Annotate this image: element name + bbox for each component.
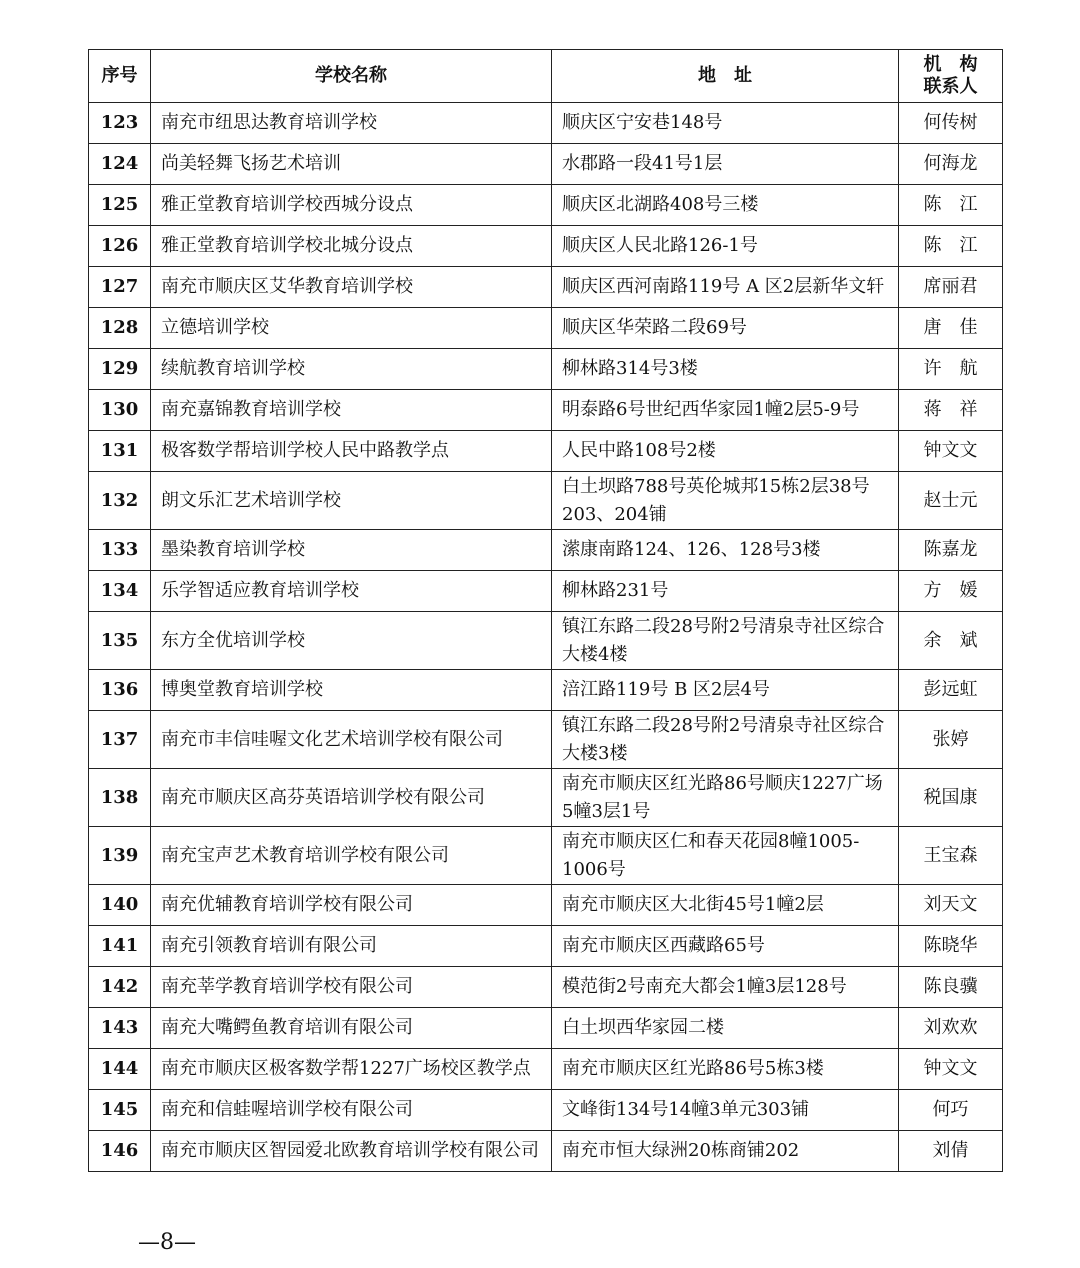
row-number: 131 <box>89 431 151 472</box>
table-row <box>89 967 1003 1008</box>
row-contact: 税国康 <box>899 769 1003 827</box>
table-row <box>89 1131 1003 1172</box>
row-school-name: 南充宝声艺术教育培训学校有限公司 <box>151 827 552 885</box>
row-school-name: 南充和信蛙喔培训学校有限公司 <box>151 1090 552 1131</box>
table-row <box>89 472 1003 530</box>
row-number: 128 <box>89 308 151 349</box>
row-contact: 陈嘉龙 <box>899 530 1003 571</box>
row-address: 顺庆区华荣路二段69号 <box>552 308 899 349</box>
row-number: 143 <box>89 1008 151 1049</box>
table-row <box>89 144 1003 185</box>
table-row <box>89 267 1003 308</box>
row-number: 125 <box>89 185 151 226</box>
table-row <box>89 530 1003 571</box>
row-school-name: 南充市顺庆区极客数学帮1227广场校区教学点 <box>151 1049 552 1090</box>
row-address: 顺庆区西河南路119号 A 区2层新华文轩 <box>552 267 899 308</box>
row-school-name: 雅正堂教育培训学校西城分设点 <box>151 185 552 226</box>
row-number: 126 <box>89 226 151 267</box>
row-number: 144 <box>89 1049 151 1090</box>
row-school-name: 南充大嘴鳄鱼教育培训有限公司 <box>151 1008 552 1049</box>
row-contact: 彭远虹 <box>899 670 1003 711</box>
row-contact: 王宝森 <box>899 827 1003 885</box>
row-school-name: 南充市顺庆区高芬英语培训学校有限公司 <box>151 769 552 827</box>
row-address: 模范街2号南充大都会1幢3层128号 <box>552 967 899 1008</box>
row-number: 134 <box>89 571 151 612</box>
row-contact: 钟文文 <box>899 431 1003 472</box>
row-address: 人民中路108号2楼 <box>552 431 899 472</box>
row-address: 镇江东路二段28号附2号清泉寺社区综合大楼4楼 <box>552 612 899 670</box>
row-school-name: 朗文乐汇艺术培训学校 <box>151 472 552 530</box>
row-school-name: 东方全优培训学校 <box>151 612 552 670</box>
table-row <box>89 1090 1003 1131</box>
row-contact: 刘倩 <box>899 1131 1003 1172</box>
row-school-name: 南充市丰信哇喔文化艺术培训学校有限公司 <box>151 711 552 769</box>
table-row <box>89 885 1003 926</box>
row-contact: 赵士元 <box>899 472 1003 530</box>
row-contact: 何传树 <box>899 103 1003 144</box>
row-address: 南充市顺庆区大北街45号1幢2层 <box>552 885 899 926</box>
row-school-name: 极客数学帮培训学校人民中路教学点 <box>151 431 552 472</box>
row-school-name: 博奥堂教育培训学校 <box>151 670 552 711</box>
row-address: 潆康南路124、126、128号3楼 <box>552 530 899 571</box>
table-row <box>89 769 1003 827</box>
row-address: 水郡路一段41号1层 <box>552 144 899 185</box>
table-row <box>89 571 1003 612</box>
row-contact: 唐 佳 <box>899 308 1003 349</box>
row-address: 柳林路231号 <box>552 571 899 612</box>
table-row <box>89 926 1003 967</box>
row-number: 124 <box>89 144 151 185</box>
row-number: 135 <box>89 612 151 670</box>
row-school-name: 雅正堂教育培训学校北城分设点 <box>151 226 552 267</box>
row-address: 明泰路6号世纪西华家园1幢2层5-9号 <box>552 390 899 431</box>
row-school-name: 续航教育培训学校 <box>151 349 552 390</box>
row-address: 文峰街134号14幢3单元303铺 <box>552 1090 899 1131</box>
row-number: 138 <box>89 769 151 827</box>
table-row <box>89 349 1003 390</box>
header-contact <box>899 50 1003 103</box>
row-contact: 许 航 <box>899 349 1003 390</box>
row-school-name: 南充嘉锦教育培训学校 <box>151 390 552 431</box>
row-contact: 陈晓华 <box>899 926 1003 967</box>
table-row <box>89 308 1003 349</box>
table-row <box>89 670 1003 711</box>
row-contact: 余 斌 <box>899 612 1003 670</box>
row-number: 132 <box>89 472 151 530</box>
table-row <box>89 827 1003 885</box>
row-number: 129 <box>89 349 151 390</box>
row-contact: 方 媛 <box>899 571 1003 612</box>
row-school-name: 乐学智适应教育培训学校 <box>151 571 552 612</box>
row-address: 顺庆区宁安巷148号 <box>552 103 899 144</box>
row-address: 南充市顺庆区红光路86号顺庆1227广场5幢3层1号 <box>552 769 899 827</box>
row-contact: 张婷 <box>899 711 1003 769</box>
row-number: 146 <box>89 1131 151 1172</box>
table-row <box>89 612 1003 670</box>
table-header-row <box>89 50 1003 103</box>
row-address: 南充市顺庆区仁和春天花园8幢1005-1006号 <box>552 827 899 885</box>
row-address: 顺庆区北湖路408号三楼 <box>552 185 899 226</box>
row-school-name: 南充市顺庆区艾华教育培训学校 <box>151 267 552 308</box>
row-number: 130 <box>89 390 151 431</box>
row-address: 南充市顺庆区西藏路65号 <box>552 926 899 967</box>
row-number: 139 <box>89 827 151 885</box>
row-address: 白土坝路788号英伦城邦15栋2层38号203、204铺 <box>552 472 899 530</box>
table-row <box>89 1008 1003 1049</box>
row-school-name: 南充市顺庆区智园爱北欧教育培训学校有限公司 <box>151 1131 552 1172</box>
row-address: 涪江路119号 B 区2层4号 <box>552 670 899 711</box>
row-contact: 何巧 <box>899 1090 1003 1131</box>
table-row <box>89 1049 1003 1090</box>
table-row <box>89 226 1003 267</box>
row-school-name: 南充引领教育培训有限公司 <box>151 926 552 967</box>
row-address: 顺庆区人民北路126-1号 <box>552 226 899 267</box>
row-school-name: 墨染教育培训学校 <box>151 530 552 571</box>
row-contact: 陈良骥 <box>899 967 1003 1008</box>
row-school-name: 南充市纽思达教育培训学校 <box>151 103 552 144</box>
table-row <box>89 431 1003 472</box>
page-number: —8— <box>138 1230 196 1255</box>
row-address: 南充市顺庆区红光路86号5栋3楼 <box>552 1049 899 1090</box>
row-number: 140 <box>89 885 151 926</box>
row-contact: 刘天文 <box>899 885 1003 926</box>
row-address: 白土坝西华家园二楼 <box>552 1008 899 1049</box>
row-address: 柳林路314号3楼 <box>552 349 899 390</box>
header-school-name: 学校名称 <box>151 50 552 103</box>
header-contact-line1: 机 构 <box>923 54 978 75</box>
table-row <box>89 103 1003 144</box>
row-number: 137 <box>89 711 151 769</box>
table-row <box>89 185 1003 226</box>
header-contact-line2: 联系人 <box>923 76 978 97</box>
row-number: 145 <box>89 1090 151 1131</box>
school-list-table <box>88 49 1003 1172</box>
row-address: 镇江东路二段28号附2号清泉寺社区综合大楼3楼 <box>552 711 899 769</box>
row-contact: 刘欢欢 <box>899 1008 1003 1049</box>
row-contact: 陈 江 <box>899 226 1003 267</box>
header-address: 地 址 <box>552 50 899 103</box>
row-number: 127 <box>89 267 151 308</box>
row-contact: 钟文文 <box>899 1049 1003 1090</box>
row-school-name: 尚美轻舞飞扬艺术培训 <box>151 144 552 185</box>
row-address: 南充市恒大绿洲20栋商铺202 <box>552 1131 899 1172</box>
row-number: 123 <box>89 103 151 144</box>
row-number: 141 <box>89 926 151 967</box>
table-row <box>89 390 1003 431</box>
row-number: 133 <box>89 530 151 571</box>
row-number: 136 <box>89 670 151 711</box>
row-contact: 蒋 祥 <box>899 390 1003 431</box>
table-row <box>89 711 1003 769</box>
header-number: 序号 <box>89 50 151 103</box>
row-school-name: 南充莘学教育培训学校有限公司 <box>151 967 552 1008</box>
row-number: 142 <box>89 967 151 1008</box>
row-contact: 席丽君 <box>899 267 1003 308</box>
row-school-name: 南充优辅教育培训学校有限公司 <box>151 885 552 926</box>
row-contact: 何海龙 <box>899 144 1003 185</box>
row-school-name: 立德培训学校 <box>151 308 552 349</box>
row-contact: 陈 江 <box>899 185 1003 226</box>
